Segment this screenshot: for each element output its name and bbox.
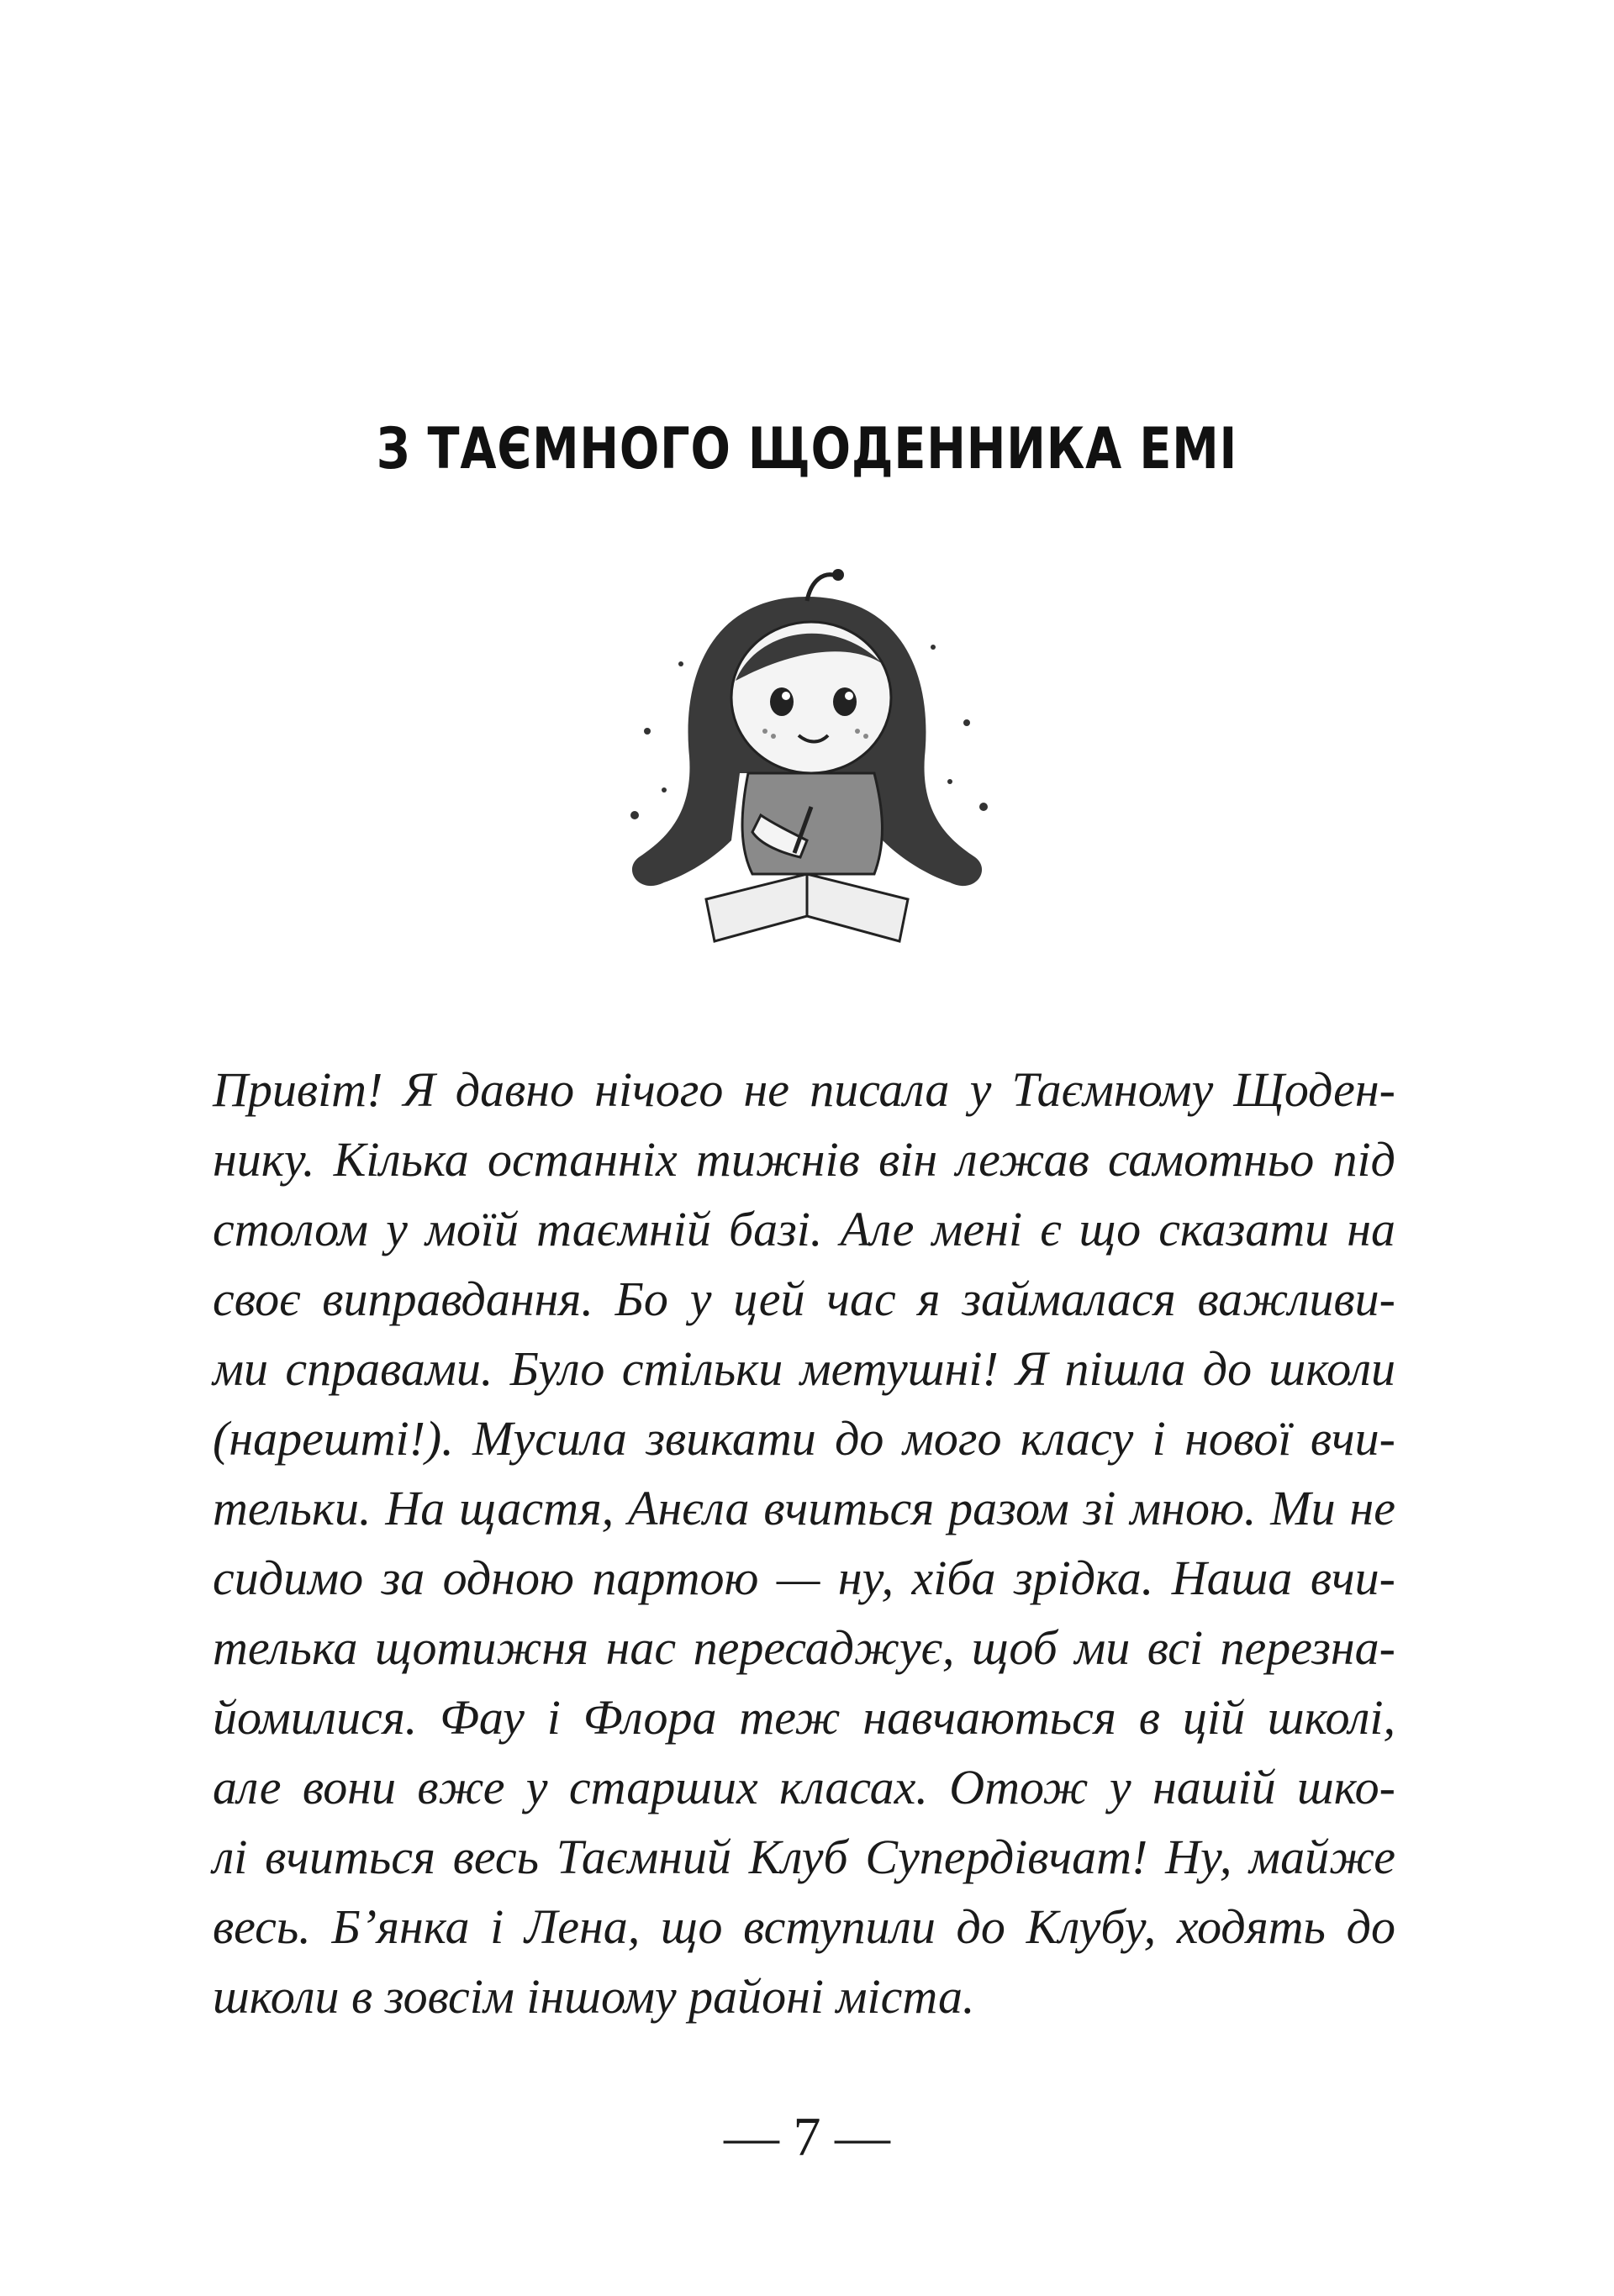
text-line: столом у моїй таємній базі. Але мені є що сказати на (213, 1202, 1395, 1256)
text-line: Привіт! Я давно нічого не писала у Таємному Щоден- (213, 1062, 1395, 1117)
text-line: школи в зовсім іншому районі міста. (213, 1969, 975, 2024)
text-line: ми справами. Було стільки метушні! Я пішла до школи (213, 1341, 1395, 1396)
text-line: нику. Кілька останніх тижнів він лежав самотньо під (213, 1132, 1395, 1187)
text-line: телька щотижня нас пересаджує, щоб ми всі перезна- (213, 1620, 1395, 1675)
text-line: весь. Б’янка і Лена, що вступили до Клубу, ходять до (213, 1899, 1395, 1954)
diary-entry-text (213, 1055, 1395, 2031)
text-line: своє виправдання. Бо у цей час я займалася важливи- (213, 1272, 1395, 1326)
girl-writing-diary-illustration (614, 563, 1000, 975)
text-line: (нарешті!). Мусила звикати до мого класу і нової вчи- (213, 1411, 1395, 1466)
chapter-heading: З ТАЄМНОГО ЩОДЕННИКА ЕМІ (376, 416, 1238, 482)
page-number: — 7 — (724, 2106, 890, 2167)
text-line: але вони вже у старших класах. Отож у нашій шко- (213, 1760, 1395, 1814)
text-line: йомилися. Фау і Флора теж навчаються в цій школі, (213, 1690, 1395, 1745)
text-line: тельки. На щастя, Анєла вчиться разом зі мною. Ми не (213, 1481, 1395, 1535)
text-line: лі вчиться весь Таємний Клуб Супердівчат! Ну, майже (213, 1830, 1395, 1884)
text-line: сидимо за одною партою — ну, хіба зрідка. Наша вчи- (213, 1551, 1395, 1605)
